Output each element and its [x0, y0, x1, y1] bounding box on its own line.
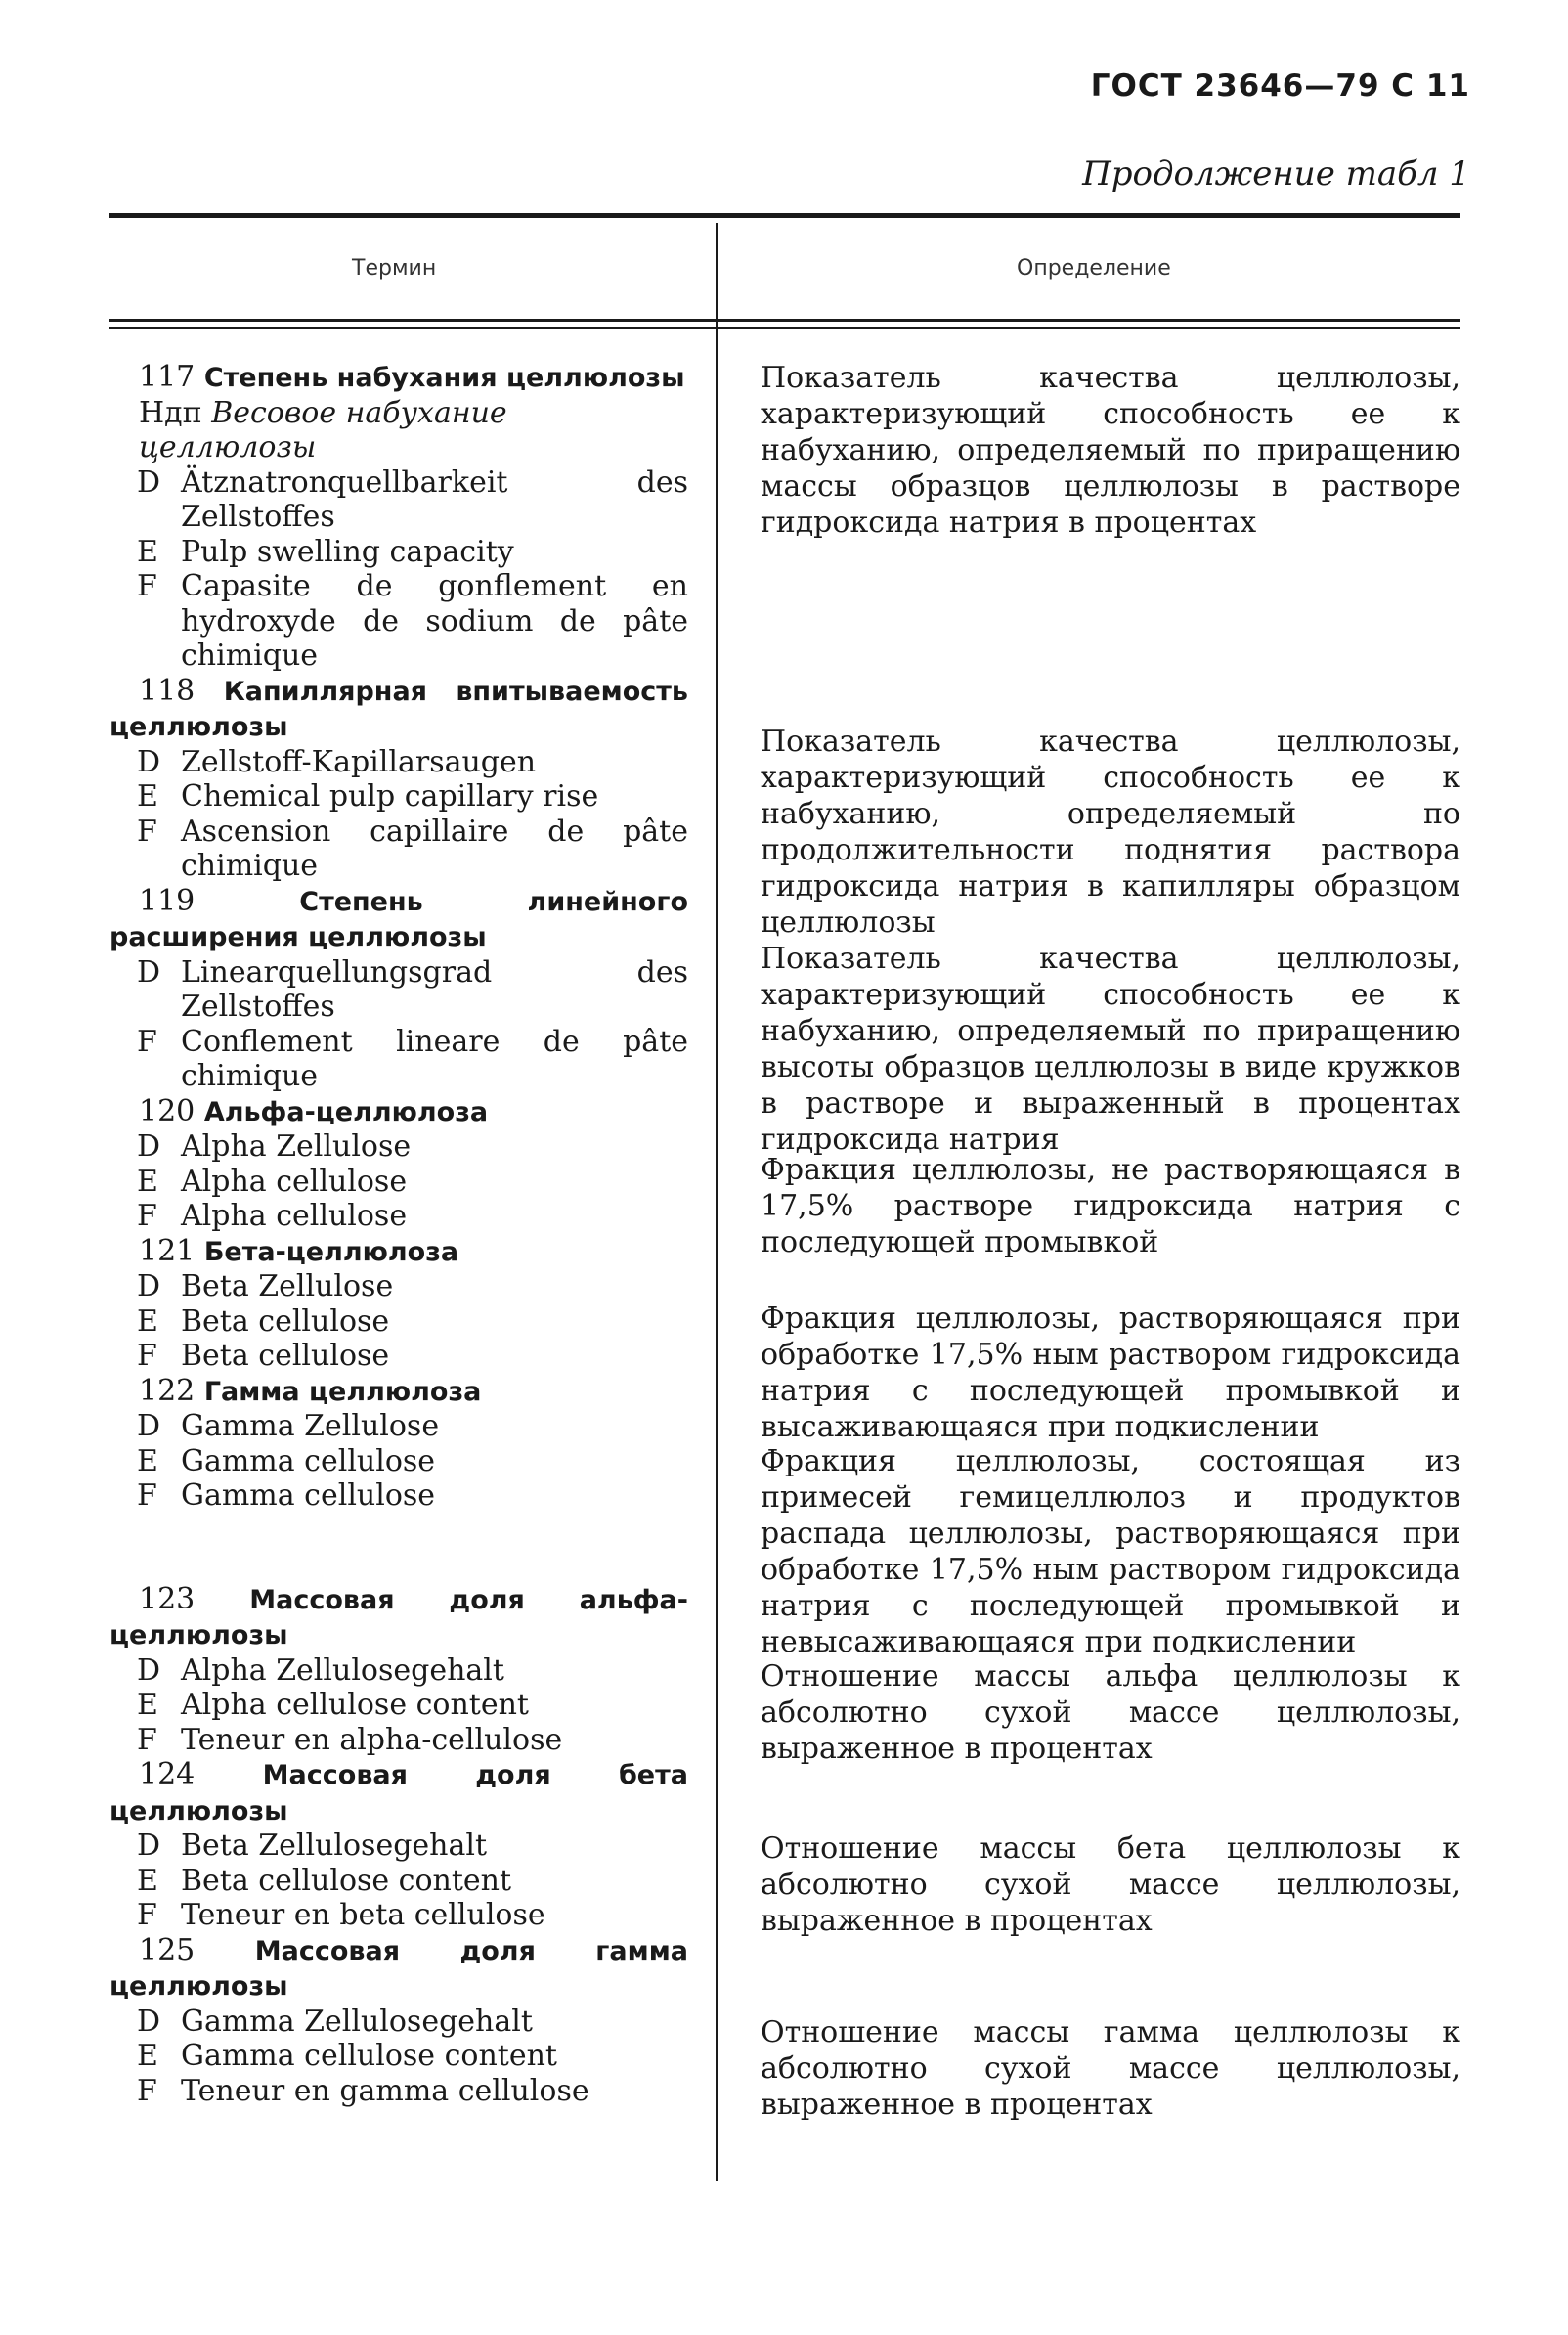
- definition-121: Фракция целлюлозы, растворяющаяся при обработке 17,5% ным раствором гидроксида натрия с последующей промывкой и высаживающаяся при подкислении: [761, 1301, 1460, 1444]
- term-number: 117: [139, 360, 196, 394]
- lang-equivalent: [109, 535, 688, 570]
- lang-text: Teneur en beta cellulose: [181, 1898, 545, 1932]
- lang-text: Beta cellulose content: [181, 1863, 512, 1898]
- lang-code: D: [137, 744, 161, 779]
- column-header-term: Термин: [352, 256, 437, 281]
- lang-text: Pulp swelling capacity: [181, 534, 514, 569]
- term-heading: [109, 1757, 688, 1828]
- lang-text: Alpha Zellulosegehalt: [181, 1652, 504, 1688]
- term-number: 118: [139, 673, 196, 708]
- lang-equivalent: [109, 779, 688, 815]
- lang-code: F: [137, 569, 157, 603]
- lang-text: Alpha cellulose content: [181, 1688, 529, 1722]
- term-name: Альфа-целлюлоза: [203, 1096, 489, 1127]
- term-entry-122: [109, 1374, 688, 1514]
- lang-equivalent: [109, 1165, 688, 1200]
- term-number: 121: [139, 1233, 196, 1268]
- ndp-text: Весовое набухание целлюлозы: [139, 395, 507, 464]
- term-heading: [109, 1374, 688, 1410]
- lang-code: F: [137, 1199, 157, 1233]
- term-heading: [109, 360, 688, 396]
- lang-equivalent: [109, 815, 688, 884]
- definition-120: Фракция целлюлозы, не растворяющаяся в 17,5% растворе гидроксида натрия с последующей промывкой: [761, 1153, 1460, 1259]
- terms-column: [109, 360, 688, 2108]
- lang-equivalent: [109, 1653, 688, 1689]
- lang-text: Alpha cellulose: [181, 1164, 408, 1199]
- lang-text: Beta cellulose: [181, 1303, 390, 1339]
- lang-code: F: [137, 1339, 157, 1373]
- lang-text: Gamma cellulose: [181, 1443, 436, 1478]
- lang-code: D: [137, 1409, 161, 1443]
- table-continuation-label: Продолжение табл 1: [1082, 154, 1470, 194]
- lang-text: Teneur en alpha-cellulose: [181, 1722, 563, 1757]
- term-name: Массовая доля альфа-целлюлозы: [109, 1584, 688, 1651]
- definition-122: Фракция целлюлозы, состоящая из примесей гемицеллюлоз и продуктов распада целлюлозы, растворяющаяся при обработке 17,5% ным раствором гидроксида натрия с последующей промывкой и невысаживающаяся при подкислении: [761, 1444, 1460, 1659]
- lang-code: E: [137, 1303, 158, 1339]
- lang-equivalent: [109, 1723, 688, 1758]
- term-name: Массовая доля бета целлюлозы: [109, 1760, 688, 1827]
- lang-code: D: [137, 1269, 161, 1303]
- definition-125: Отношение массы гамма целлюлозы к абсолютно сухой массе целлюлозы, выраженное в процентах: [761, 2015, 1460, 2122]
- lang-equivalent: [109, 1199, 688, 1234]
- lang-equivalent: [109, 1129, 688, 1165]
- term-heading: [109, 1582, 688, 1653]
- lang-equivalent: [109, 955, 688, 1025]
- lang-text: Beta Zellulose: [181, 1269, 394, 1303]
- term-name: Массовая доля гамма целлюлозы: [109, 1935, 688, 2002]
- lang-text: Conflement lineare de pâte chimique: [181, 1024, 688, 1093]
- document-code: ГОСТ 23646—79 С 11: [1090, 68, 1470, 104]
- lang-text: Gamma cellulose: [181, 1478, 436, 1513]
- lang-code: D: [137, 2004, 161, 2039]
- nonrecommended-term: [109, 396, 688, 465]
- term-name: Гамма целлюлоза: [203, 1376, 482, 1407]
- term-name: Капиллярная впитываемость целлюлозы: [109, 676, 688, 742]
- lang-code: E: [137, 1443, 158, 1478]
- lang-text: Ascension capillaire de pâte chimique: [181, 814, 688, 883]
- column-header-definition: Определение: [1017, 256, 1171, 281]
- lang-equivalent: [109, 1339, 688, 1374]
- lang-text: Gamma cellulose content: [181, 2039, 557, 2073]
- term-entry-120: [109, 1094, 688, 1234]
- lang-text: Alpha cellulose: [181, 1199, 408, 1233]
- definition-118: Показатель качества целлюлозы, характеризующий способность ее к набуханию, определяемый по продолжительности поднятия раствора гидроксида натрия в капилляры образцом целлюлозы: [761, 725, 1460, 940]
- lang-code: D: [137, 1129, 161, 1164]
- lang-equivalent: [109, 465, 688, 535]
- lang-code: D: [137, 464, 161, 500]
- lang-equivalent: [109, 745, 688, 780]
- lang-code: F: [137, 814, 157, 849]
- lang-code: F: [137, 1024, 157, 1059]
- lang-equivalent: [109, 1478, 688, 1514]
- term-name: Степень набухания целлюлозы: [203, 363, 685, 393]
- lang-equivalent: [109, 2039, 688, 2074]
- lang-equivalent: [109, 1898, 688, 1933]
- lang-equivalent: [109, 1409, 688, 1444]
- column-divider: [716, 223, 718, 2181]
- lang-code: E: [137, 1863, 158, 1898]
- lang-equivalent: [109, 1025, 688, 1094]
- term-heading: [109, 1933, 688, 2005]
- lang-code: D: [137, 954, 161, 990]
- lang-code: D: [137, 1652, 161, 1688]
- term-number: 124: [139, 1757, 196, 1791]
- lang-code: F: [137, 2073, 157, 2108]
- term-entry-125: [109, 1933, 688, 2109]
- term-number: 125: [139, 1932, 196, 1967]
- lang-code: F: [137, 1722, 157, 1757]
- lang-equivalent: [109, 1688, 688, 1723]
- term-entry-123: [109, 1582, 688, 1758]
- term-name: Бета-целлюлоза: [203, 1236, 459, 1267]
- definition-119: Показатель качества целлюлозы, характеризующий способность ее к набуханию, определяемый по приращению высоты образцов целлюлозы в виде кружков в растворе и выраженный в процентах гидроксида натрия: [761, 942, 1460, 1157]
- lang-text: Zellstoff-Kapillarsaugen: [181, 744, 537, 779]
- term-number: 119: [139, 883, 196, 918]
- lang-equivalent: [109, 2005, 688, 2040]
- lang-equivalent: [109, 1864, 688, 1899]
- lang-code: D: [137, 1828, 161, 1863]
- term-name: Степень линейного расширения целлюлозы: [109, 886, 688, 952]
- definition-123: Отношение массы альфа целлюлозы к абсолютно сухой массе целлюлозы, выраженное в процентах: [761, 1659, 1460, 1766]
- lang-code: F: [137, 1478, 157, 1513]
- lang-text: Beta cellulose: [181, 1339, 390, 1373]
- lang-code: E: [137, 1688, 158, 1722]
- lang-text: Gamma Zellulose: [181, 1409, 440, 1443]
- term-heading: [109, 1234, 688, 1270]
- lang-code: E: [137, 534, 158, 569]
- header-rule-double: [109, 327, 1460, 329]
- term-entry-119: [109, 884, 688, 1094]
- term-entry-117: [109, 360, 688, 674]
- table-top-rule: [109, 213, 1460, 218]
- term-heading: [109, 1094, 688, 1130]
- lang-code: F: [137, 1898, 157, 1932]
- term-entry-121: [109, 1234, 688, 1374]
- term-number: 122: [139, 1373, 196, 1408]
- lang-equivalent: [109, 1269, 688, 1304]
- lang-text: Teneur en gamma cellulose: [181, 2073, 589, 2108]
- term-number: 123: [139, 1581, 196, 1616]
- lang-equivalent: [109, 1444, 688, 1479]
- term-number: 120: [139, 1093, 196, 1128]
- lang-code: E: [137, 779, 158, 814]
- lang-equivalent: [109, 1828, 688, 1864]
- lang-equivalent: [109, 1304, 688, 1340]
- lang-equivalent: [109, 569, 688, 674]
- header-rule: [109, 319, 1460, 322]
- lang-text: Beta Zellulosegehalt: [181, 1828, 488, 1863]
- term-heading: [109, 674, 688, 745]
- lang-code: E: [137, 2039, 158, 2073]
- lang-text: Ätznatronquellbarkeit des Zellstoffes: [181, 464, 688, 534]
- lang-text: Capasite de gonflement en hydroxyde de sodium de pâte chimique: [181, 569, 688, 673]
- lang-text: Gamma Zellulosegehalt: [181, 2004, 533, 2039]
- lang-text: Chemical pulp capillary rise: [181, 779, 599, 814]
- term-heading: [109, 884, 688, 955]
- ndp-label: Ндп: [139, 395, 202, 430]
- lang-text: Alpha Zellulose: [181, 1129, 412, 1164]
- definition-124: Отношение массы бета целлюлозы к абсолютно сухой массе целлюлозы, выраженное в процентах: [761, 1831, 1460, 1938]
- term-entry-118: [109, 674, 688, 884]
- lang-code: E: [137, 1164, 158, 1199]
- definition-117: Показатель качества целлюлозы, характеризующий способность ее к набуханию, определяемый по приращению массы образцов целлюлозы в растворе гидроксида натрия в процентах: [761, 361, 1460, 540]
- lang-text: Linearquellungsgrad des Zellstoffes: [181, 954, 688, 1024]
- lang-equivalent: [109, 2074, 688, 2109]
- term-entry-124: [109, 1757, 688, 1933]
